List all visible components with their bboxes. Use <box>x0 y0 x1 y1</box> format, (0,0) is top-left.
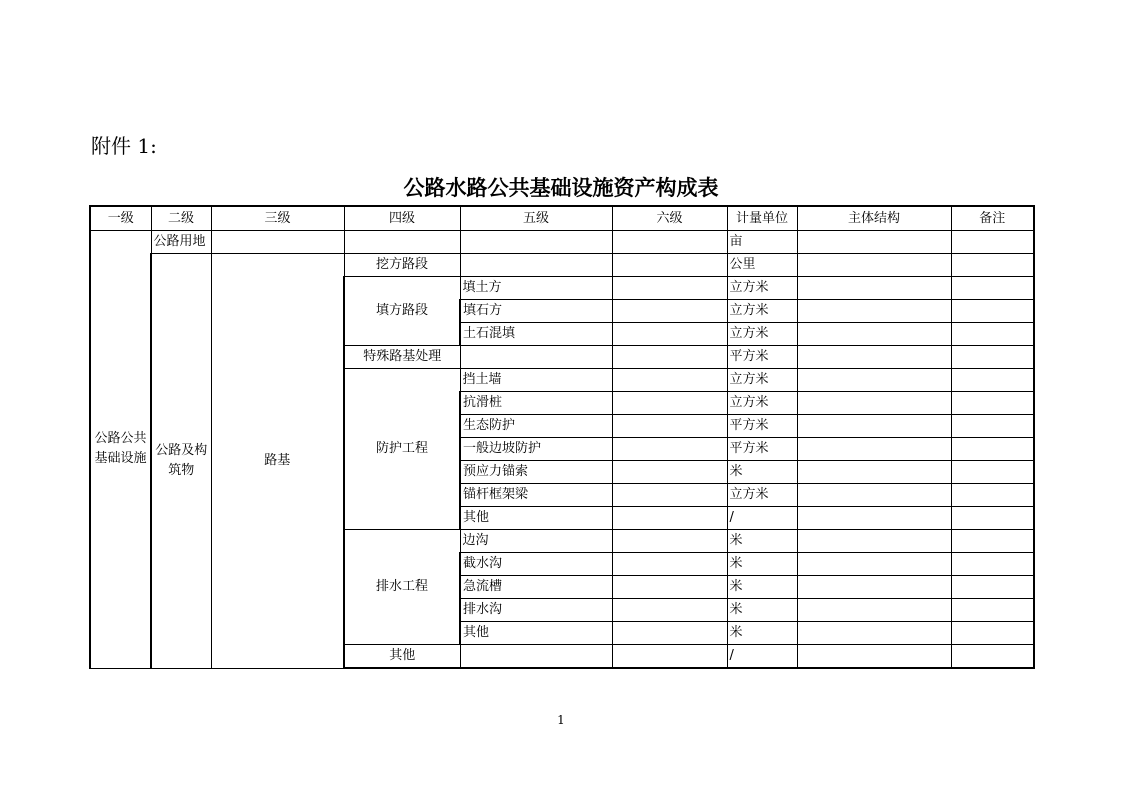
level4-cell: 排水工程 <box>344 530 460 645</box>
header-cell: 三级 <box>211 206 344 231</box>
level4-cell: 填方路段 <box>344 277 460 346</box>
empty-cell <box>951 415 1034 438</box>
empty-cell <box>951 346 1034 369</box>
empty-cell <box>612 438 727 461</box>
empty-cell <box>797 553 951 576</box>
level2-cell: 公路用地 <box>151 231 211 254</box>
unit-cell: 平方米 <box>727 438 797 461</box>
empty-cell <box>951 254 1034 277</box>
empty-cell <box>460 254 612 277</box>
level4-cell: 防护工程 <box>344 369 460 530</box>
header-cell: 五级 <box>460 206 612 231</box>
empty-cell <box>612 300 727 323</box>
unit-cell: 立方米 <box>727 369 797 392</box>
empty-cell <box>797 484 951 507</box>
empty-cell <box>612 392 727 415</box>
empty-cell <box>797 599 951 622</box>
level5-cell: 挡土墙 <box>460 369 612 392</box>
unit-cell: 米 <box>727 576 797 599</box>
unit-cell: 公里 <box>727 254 797 277</box>
level5-cell: 其他 <box>460 507 612 530</box>
header-cell: 二级 <box>151 206 211 231</box>
unit-cell: 米 <box>727 461 797 484</box>
empty-cell <box>797 254 951 277</box>
empty-cell <box>797 300 951 323</box>
level5-cell: 预应力锚索 <box>460 461 612 484</box>
unit-cell: 米 <box>727 622 797 645</box>
unit-cell: 立方米 <box>727 323 797 346</box>
unit-cell: / <box>727 507 797 530</box>
empty-cell <box>612 254 727 277</box>
unit-cell: 米 <box>727 530 797 553</box>
level5-cell: 填土方 <box>460 277 612 300</box>
empty-cell <box>951 323 1034 346</box>
unit-cell: 米 <box>727 599 797 622</box>
level5-cell: 边沟 <box>460 530 612 553</box>
empty-cell <box>951 599 1034 622</box>
unit-cell: 平方米 <box>727 415 797 438</box>
header-cell: 计量单位 <box>727 206 797 231</box>
unit-cell: 亩 <box>727 231 797 254</box>
asset-table <box>89 205 1035 669</box>
level2-cell: 公路及构筑物 <box>151 254 211 669</box>
table-row <box>90 231 1034 254</box>
level5-cell: 锚杆框架梁 <box>460 484 612 507</box>
level5-cell: 排水沟 <box>460 599 612 622</box>
empty-cell <box>797 438 951 461</box>
empty-cell <box>797 323 951 346</box>
unit-cell: 立方米 <box>727 392 797 415</box>
header-cell: 四级 <box>344 206 460 231</box>
empty-cell <box>344 231 460 254</box>
unit-cell: 立方米 <box>727 484 797 507</box>
empty-cell <box>797 530 951 553</box>
unit-cell: 立方米 <box>727 300 797 323</box>
empty-cell <box>951 277 1034 300</box>
level5-cell: 填石方 <box>460 300 612 323</box>
empty-cell <box>797 346 951 369</box>
empty-cell <box>612 645 727 669</box>
empty-cell <box>612 484 727 507</box>
empty-cell <box>797 392 951 415</box>
header-cell: 六级 <box>612 206 727 231</box>
empty-cell <box>797 461 951 484</box>
unit-cell: 立方米 <box>727 277 797 300</box>
empty-cell <box>612 530 727 553</box>
unit-cell: / <box>727 645 797 669</box>
level5-cell: 其他 <box>460 622 612 645</box>
empty-cell <box>951 553 1034 576</box>
empty-cell <box>211 231 344 254</box>
empty-cell <box>797 645 951 669</box>
table-row <box>90 254 1034 277</box>
empty-cell <box>951 461 1034 484</box>
level3-cell: 路基 <box>211 254 344 669</box>
header-cell: 主体结构 <box>797 206 951 231</box>
empty-cell <box>951 484 1034 507</box>
page-title: 公路水路公共基础设施资产构成表 <box>403 176 719 200</box>
empty-cell <box>612 346 727 369</box>
empty-cell <box>951 300 1034 323</box>
unit-cell: 平方米 <box>727 346 797 369</box>
level5-cell: 抗滑桩 <box>460 392 612 415</box>
empty-cell <box>951 530 1034 553</box>
level4-cell: 其他 <box>344 645 460 669</box>
empty-cell <box>612 231 727 254</box>
empty-cell <box>612 369 727 392</box>
empty-cell <box>797 507 951 530</box>
level4-cell: 特殊路基处理 <box>344 346 460 369</box>
level5-cell: 土石混填 <box>460 323 612 346</box>
level5-cell: 急流槽 <box>460 576 612 599</box>
page-number: 1 <box>557 713 565 727</box>
empty-cell <box>797 231 951 254</box>
empty-cell <box>797 277 951 300</box>
empty-cell <box>612 599 727 622</box>
header-cell: 一级 <box>90 206 151 231</box>
empty-cell <box>460 645 612 669</box>
level5-cell: 截水沟 <box>460 553 612 576</box>
empty-cell <box>460 346 612 369</box>
empty-cell <box>951 392 1034 415</box>
empty-cell <box>797 415 951 438</box>
empty-cell <box>612 576 727 599</box>
empty-cell <box>797 622 951 645</box>
empty-cell <box>612 323 727 346</box>
empty-cell <box>612 622 727 645</box>
header-row <box>90 206 1034 231</box>
empty-cell <box>612 461 727 484</box>
unit-cell: 米 <box>727 553 797 576</box>
empty-cell <box>951 622 1034 645</box>
empty-cell <box>612 507 727 530</box>
empty-cell <box>460 231 612 254</box>
empty-cell <box>612 277 727 300</box>
level5-cell: 一般边坡防护 <box>460 438 612 461</box>
empty-cell <box>951 438 1034 461</box>
empty-cell <box>797 576 951 599</box>
header-cell: 备注 <box>951 206 1034 231</box>
level4-cell: 挖方路段 <box>344 254 460 277</box>
empty-cell <box>951 645 1034 669</box>
level5-cell: 生态防护 <box>460 415 612 438</box>
empty-cell <box>612 415 727 438</box>
attachment-label: 附件 1: <box>91 134 157 158</box>
empty-cell <box>612 553 727 576</box>
empty-cell <box>951 507 1034 530</box>
empty-cell <box>951 576 1034 599</box>
level1-cell: 公路公共基础设施 <box>90 231 151 669</box>
empty-cell <box>797 369 951 392</box>
empty-cell <box>951 369 1034 392</box>
empty-cell <box>951 231 1034 254</box>
